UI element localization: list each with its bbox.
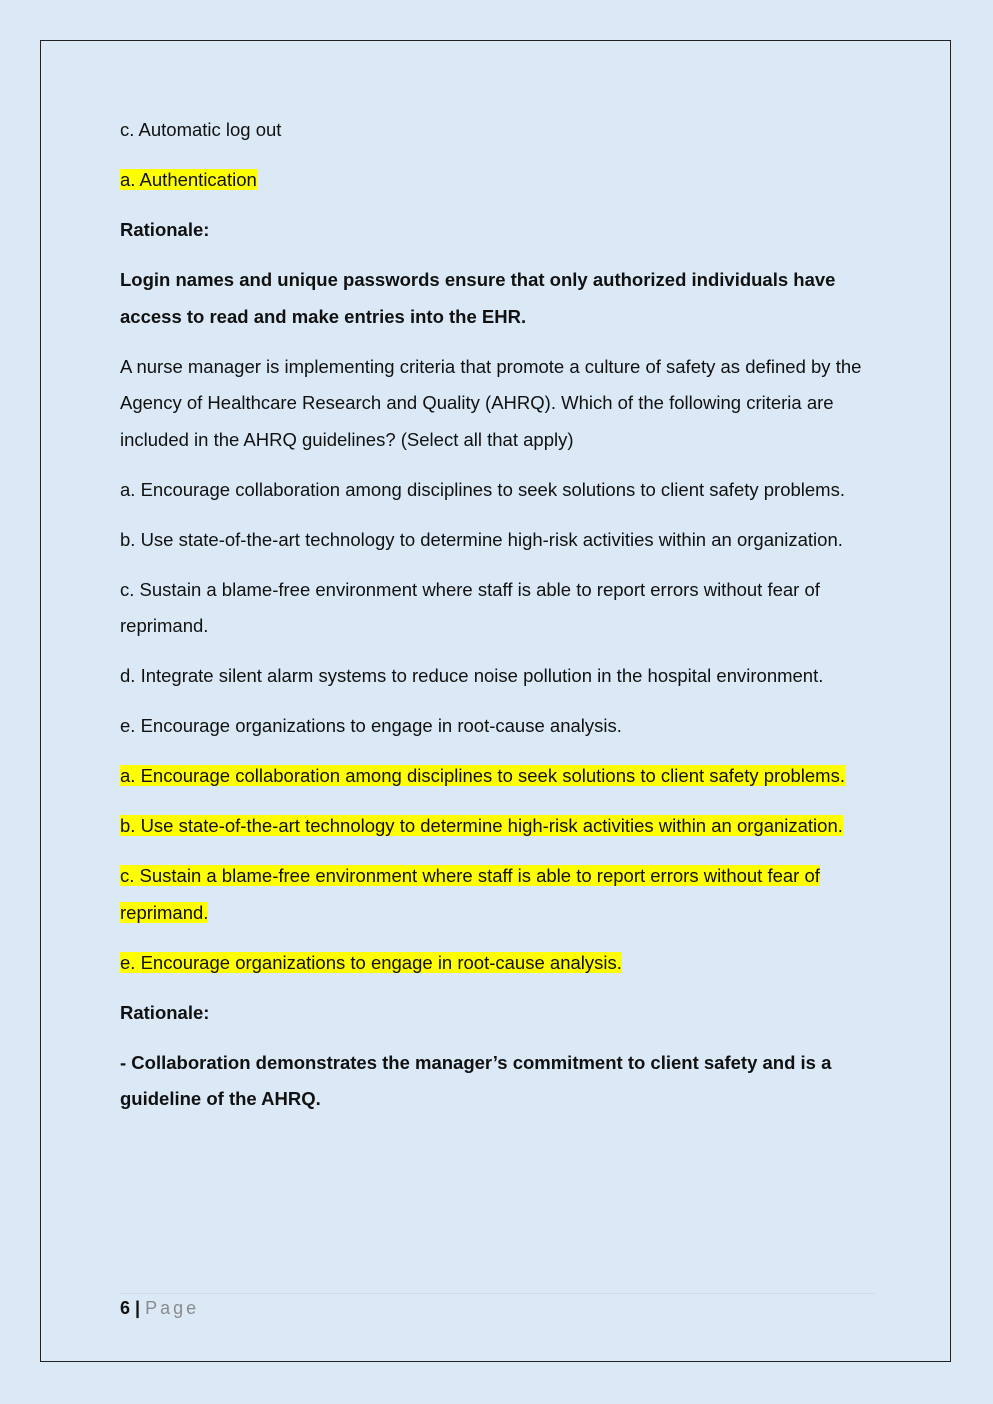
rationale-heading: Rationale: <box>120 1001 210 1023</box>
answer-option: c. Automatic log out <box>120 119 282 140</box>
correct-answer: a. Authentication <box>120 169 257 190</box>
page-number: 6 <box>120 1298 131 1318</box>
question-text: A nurse manager is implementing criteria that promote a culture of safety as defined by the Agency of Healthcare Research and Quality (AHRQ). Which of the following criteria are included in the AHRQ guidelines? (Select all that apply) <box>120 355 862 450</box>
footer-divider <box>120 1293 875 1294</box>
rationale-heading: Rationale: <box>120 219 210 240</box>
page-label: Page <box>145 1298 200 1318</box>
answer-option: c. Sustain a blame-free environment where staff is able to report errors without fear of reprimand. <box>120 578 820 636</box>
rationale-text: Login names and unique passwords ensure that only authorized individuals have access to read and make entries into the EHR. <box>120 269 836 327</box>
correct-answer: e. Encourage organizations to engage in root-cause analysis. <box>120 951 622 973</box>
rationale-text: - Collaboration demonstrates the manager’s commitment to client safety and is a guideline of the AHRQ. <box>120 1051 832 1109</box>
answer-option: d. Integrate silent alarm systems to reduce noise pollution in the hospital environment. <box>120 665 824 686</box>
correct-answer: a. Encourage collaboration among disciplines to seek solutions to client safety problems. <box>120 765 845 786</box>
page-footer <box>120 1294 199 1322</box>
answer-option: a. Encourage collaboration among disciplines to seek solutions to client safety problems. <box>120 478 845 500</box>
footer-separator: | <box>135 1298 141 1318</box>
correct-answer: b. Use state-of-the-art technology to determine high-risk activities within an organization. <box>120 815 843 836</box>
answer-option: b. Use state-of-the-art technology to determine high-risk activities within an organization. <box>120 528 843 550</box>
correct-answer: c. Sustain a blame-free environment where staff is able to report errors without fear of reprimand. <box>120 865 820 923</box>
answer-option: e. Encourage organizations to engage in root-cause analysis. <box>120 715 622 736</box>
document-body <box>120 112 880 1131</box>
